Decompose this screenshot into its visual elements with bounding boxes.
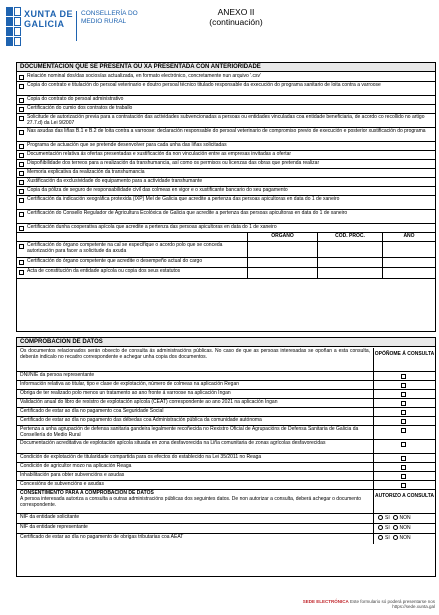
verification-intro: Os documentos relacionados serán obxecto de consulta ás administracións públicas. No caso de que as persoas interesadas se opoñan a esta consulta, deberán indicalo no recadro correspondente e achegar unha copia dos documentos. xyxy=(20,348,370,360)
verification-row xyxy=(17,472,435,481)
authorize-radios xyxy=(378,525,411,532)
oppose-cell xyxy=(373,372,435,380)
verification-label: Documentación acreditativa de explotación apícola situada en zona desfavorecida na Liña comunitaria de zonas agrícolas desfavorecidas xyxy=(20,440,326,446)
verification-label: Certificado de estar ao día no pagamento das débedas coa Administración pública da comunidade autónoma xyxy=(20,417,262,423)
no-label: NON xyxy=(399,534,411,541)
documentation-section xyxy=(16,62,436,332)
radio-no-icon[interactable] xyxy=(393,535,398,540)
doc-row xyxy=(17,224,435,233)
verification-label: Inhabilitación para obter subvencións e axudas xyxy=(20,472,125,478)
page-footer xyxy=(303,599,435,609)
doc-label: Acta de constitución da entidade apícola ou copia dos seus estatutos xyxy=(27,268,181,274)
no-label: NON xyxy=(399,524,411,531)
oppose-checkbox[interactable] xyxy=(401,456,406,461)
col-cod-proc: CÓD. PROC. xyxy=(317,233,382,241)
doc-label: Memoria explicativa da realización da transhumancia xyxy=(27,169,145,175)
oppose-checkbox[interactable] xyxy=(401,401,406,406)
oppose-checkbox[interactable] xyxy=(401,465,406,470)
doc-checkbox[interactable] xyxy=(19,130,24,135)
consent-intro xyxy=(20,491,370,508)
annex-label: ANEXO II xyxy=(217,7,255,17)
doc-label: Certificación do órgano competente que acredite o desempeño actual do cargo xyxy=(27,258,203,264)
oppose-cell xyxy=(373,417,435,425)
oppose-checkbox[interactable] xyxy=(401,442,406,447)
consent-row xyxy=(17,534,435,544)
xunta-logo-icon xyxy=(6,7,20,45)
oppose-checkbox[interactable] xyxy=(401,374,406,379)
xunta-name: XUNTA DE GALICIA xyxy=(24,9,73,29)
authorize-header: AUTORIZO A CONSULTA xyxy=(373,490,435,513)
organo-table-header xyxy=(17,233,435,242)
doc-row xyxy=(17,96,435,105)
radio-yes-icon[interactable] xyxy=(378,535,383,540)
oppose-cell xyxy=(373,408,435,416)
doc-checkbox[interactable] xyxy=(19,162,24,167)
doc-label: Relación nominal dos/das socios/as actualizada, en formato electrónico, concretamente nun arquivo '.csv' xyxy=(27,73,261,79)
no-label: NON xyxy=(399,514,411,521)
ano-cell[interactable] xyxy=(382,268,435,278)
doc-label: Certificación do cumio dos contratos de traballo xyxy=(27,105,133,111)
authorize-radios xyxy=(378,535,411,542)
doc-row xyxy=(17,73,435,82)
doc-row xyxy=(17,142,435,151)
doc-label: Copia do contrato do persoal administrativo xyxy=(27,96,124,102)
doc-row xyxy=(17,105,435,114)
doc-checkbox[interactable] xyxy=(19,270,24,275)
annex-title xyxy=(156,7,316,27)
doc-checkbox[interactable] xyxy=(19,84,24,89)
doc-label: Copia da póliza de seguro de responsabilidade civil das colmeas en vigor e o xustificante bancario do seu pagamento xyxy=(27,187,288,193)
footer-url[interactable]: https://sede.xunta.gal xyxy=(392,604,435,609)
verification-row xyxy=(17,390,435,399)
doc-checkbox[interactable] xyxy=(19,171,24,176)
authorize-cell xyxy=(373,524,435,533)
organo-row xyxy=(17,242,435,258)
doc-checkbox[interactable] xyxy=(19,226,24,231)
oppose-checkbox[interactable] xyxy=(401,428,406,433)
consent-label: NIF da entidade solicitante xyxy=(20,514,80,520)
doc-checkbox[interactable] xyxy=(19,75,24,80)
authorize-cell xyxy=(373,514,435,523)
col-organo: ÓRGANO xyxy=(247,233,317,241)
doc-row xyxy=(17,178,435,187)
oppose-cell xyxy=(373,454,435,462)
doc-row xyxy=(17,160,435,169)
oppose-cell xyxy=(373,472,435,480)
doc-label: Copia do contrato e titulación do persoal veterinario e doutro persoal técnico titulado responsable da execución do programa sanitario de loita contra a varroose xyxy=(27,82,381,88)
doc-label: Nas axudas das liñas B.1 e B.2 de loita contra a varroose: declaración responsable do persoal veterinario de compromiso previo de execución e posterior xustificación do programa xyxy=(27,128,426,134)
data-verification-section xyxy=(16,337,436,577)
ano-cell[interactable] xyxy=(382,258,435,267)
doc-checkbox[interactable] xyxy=(19,107,24,112)
doc-checkbox[interactable] xyxy=(19,98,24,103)
oppose-checkbox[interactable] xyxy=(401,410,406,415)
verification-row xyxy=(17,426,435,440)
ano-cell[interactable] xyxy=(382,242,435,257)
documentation-section-title: DOCUMENTACIÓN QUE SE PRESENTA OU XA PRESENTADA CON ANTERIORIDADE xyxy=(17,63,435,72)
oppose-cell xyxy=(373,399,435,407)
consent-row xyxy=(17,514,435,524)
codproc-cell[interactable] xyxy=(317,258,382,267)
verification-row xyxy=(17,399,435,408)
oppose-cell xyxy=(373,440,435,453)
yes-label: SI xyxy=(385,514,390,521)
radio-no-icon[interactable] xyxy=(393,515,398,520)
oppose-header: OPÓÑOME Á CONSULTA xyxy=(373,348,435,371)
organo-cell[interactable] xyxy=(247,258,317,267)
doc-checkbox[interactable] xyxy=(19,180,24,185)
doc-row xyxy=(17,210,435,224)
doc-checkbox[interactable] xyxy=(19,189,24,194)
header-divider xyxy=(76,11,77,41)
organo-cell[interactable] xyxy=(247,268,317,278)
doc-row xyxy=(17,196,435,210)
verification-row xyxy=(17,408,435,417)
radio-yes-icon[interactable] xyxy=(378,525,383,530)
conselleria-name: CONSELLERÍA DO MEDIO RURAL xyxy=(81,10,138,25)
consent-label: NIF da entidade representante xyxy=(20,524,88,530)
verification-label: Condición de agricultor mozo na aplicación Reaga xyxy=(20,463,132,469)
organo-row xyxy=(17,258,435,268)
verification-label: Concesións de subvencións e axudas xyxy=(20,481,104,487)
codproc-cell[interactable] xyxy=(317,242,382,257)
organo-row xyxy=(17,268,435,279)
radio-no-icon[interactable] xyxy=(393,525,398,530)
organo-cell[interactable] xyxy=(247,242,317,257)
verification-row xyxy=(17,463,435,472)
doc-label: Dispoñibilidade dos terreos para a realización da transhumancia, así como os permisos ou licenzas das obras que pretenda realizar xyxy=(27,160,320,166)
verification-row xyxy=(17,454,435,463)
verification-label: Obriga de ter realizado polo menos un tratamento ao ano fronte á varroose na aplicación Ingan xyxy=(20,390,231,396)
verification-label: Condición de explotación de titularidade compartida para os efectos do establecido na Lei 35/2011 no Reaga xyxy=(20,454,262,460)
oppose-checkbox[interactable] xyxy=(401,419,406,424)
verification-row xyxy=(17,481,435,490)
consent-label: Certificado de estar ao día no pagamento de obrigas tributarias coa AEAT xyxy=(20,534,184,540)
doc-checkbox[interactable] xyxy=(19,153,24,158)
verification-row xyxy=(17,440,435,454)
yes-label: SI xyxy=(385,524,390,531)
oppose-cell xyxy=(373,390,435,398)
doc-checkbox[interactable] xyxy=(19,260,24,265)
annex-continuation: (continuación) xyxy=(209,17,263,27)
oppose-checkbox[interactable] xyxy=(401,474,406,479)
consent-text: A persoa interesada autoriza a consulta a outras administracións públicas dos seguintes datos. De non autorizar a consulta, deberá achegar o documento correspondente. xyxy=(20,495,362,508)
oppose-cell xyxy=(373,426,435,439)
verification-label: Validación anual do libro de rexistro de explotación apícola (CEAT) correspondente ao ano 2021 na aplicación Ingan xyxy=(20,399,278,405)
doc-checkbox[interactable] xyxy=(19,212,24,217)
oppose-checkbox[interactable] xyxy=(401,392,406,397)
verification-label: Certificado de estar ao día no pagamento coa Seguridade Social xyxy=(20,408,164,414)
oppose-cell xyxy=(373,481,435,489)
authorize-radios xyxy=(378,515,411,522)
doc-label: Certificación do Consello Regulador de Agricultura Ecolóxica de Galicia que acredite a pertenza das persoas apicultoras en data do 1 de xaneiro xyxy=(27,210,348,216)
oppose-checkbox[interactable] xyxy=(401,483,406,488)
doc-row xyxy=(17,169,435,178)
authorize-cell xyxy=(373,534,435,544)
consent-row xyxy=(17,524,435,534)
verification-row xyxy=(17,372,435,381)
doc-label: Certificación dunha cooperativa apícola que acredite a pertenza das persoas apicultoras en data do 1 de xaneiro xyxy=(27,224,277,230)
sede-label: SEDE ELECTRÓNICA xyxy=(302,599,349,604)
verification-label: DNI/NIE da persoa representante xyxy=(20,372,95,378)
verification-intro-row xyxy=(17,348,435,372)
verification-label: Información relativa ao titular, tipo e clase de explotación, número de colmeas na aplicación Regan xyxy=(20,381,240,387)
doc-checkbox[interactable] xyxy=(19,144,24,149)
doc-label: Programa de actuación que se pretende desenvolver para cada unha das liñas solicitadas xyxy=(27,142,227,148)
verification-row xyxy=(17,381,435,390)
verification-label: Pertenza a unha agrupación de defensa sanitaria gandeira legalmente recoñecida no Rexistro Oficial de Agrupacións de Defensa Sanitaria de Galicia da Consellería do Medio Rural xyxy=(20,426,359,438)
data-verification-title: COMPROBACIÓN DE DATOS xyxy=(17,338,435,347)
doc-row xyxy=(17,187,435,196)
page-header xyxy=(6,5,434,47)
verification-row xyxy=(17,417,435,426)
doc-checkbox[interactable] xyxy=(19,116,24,121)
doc-checkbox[interactable] xyxy=(19,198,24,203)
doc-label: Documentación relativa ás ofertas presentadas e xustificación da non vinculación entre as empresas invitadas a ofertar xyxy=(27,151,292,157)
consent-intro-row xyxy=(17,490,435,514)
oppose-checkbox[interactable] xyxy=(401,383,406,388)
doc-label: Certificación do órgano competente na cal se especifique o acordo polo que se conceda autorización para facer a solicitude da axuda xyxy=(27,242,223,254)
doc-row xyxy=(17,128,435,142)
consent-title: CONSENTIMENTO PARA A COMPROBACIÓN DE DATOS xyxy=(20,490,154,496)
yes-label: SI xyxy=(385,534,390,541)
codproc-cell[interactable] xyxy=(317,268,382,278)
doc-label: Solicitude de autorización previa para a contratación das actividades subvencionadas a persoas ou entidades vinculadas coa entidade beneficiaria, de acordo co recollido no artigo 27.7.d) da Lei 9/2007 xyxy=(27,114,425,126)
doc-label: Xustificación da exclusividade do equipamento para a actividade transhumante xyxy=(27,178,203,184)
doc-label: Certificación da indicación xeográfica protexida (IXP) Mel de Galicia que acredite a pertenza das persoas apicultoras en data do 1 de xaneiro xyxy=(27,196,340,202)
doc-checkbox[interactable] xyxy=(19,244,24,249)
doc-row xyxy=(17,114,435,128)
footer-note: Este formulario só poderá presentarse nos xyxy=(348,599,435,604)
oppose-cell xyxy=(373,381,435,389)
oppose-cell xyxy=(373,463,435,471)
col-ano: ANO xyxy=(382,233,435,241)
radio-yes-icon[interactable] xyxy=(378,515,383,520)
doc-row xyxy=(17,151,435,160)
doc-row xyxy=(17,82,435,96)
